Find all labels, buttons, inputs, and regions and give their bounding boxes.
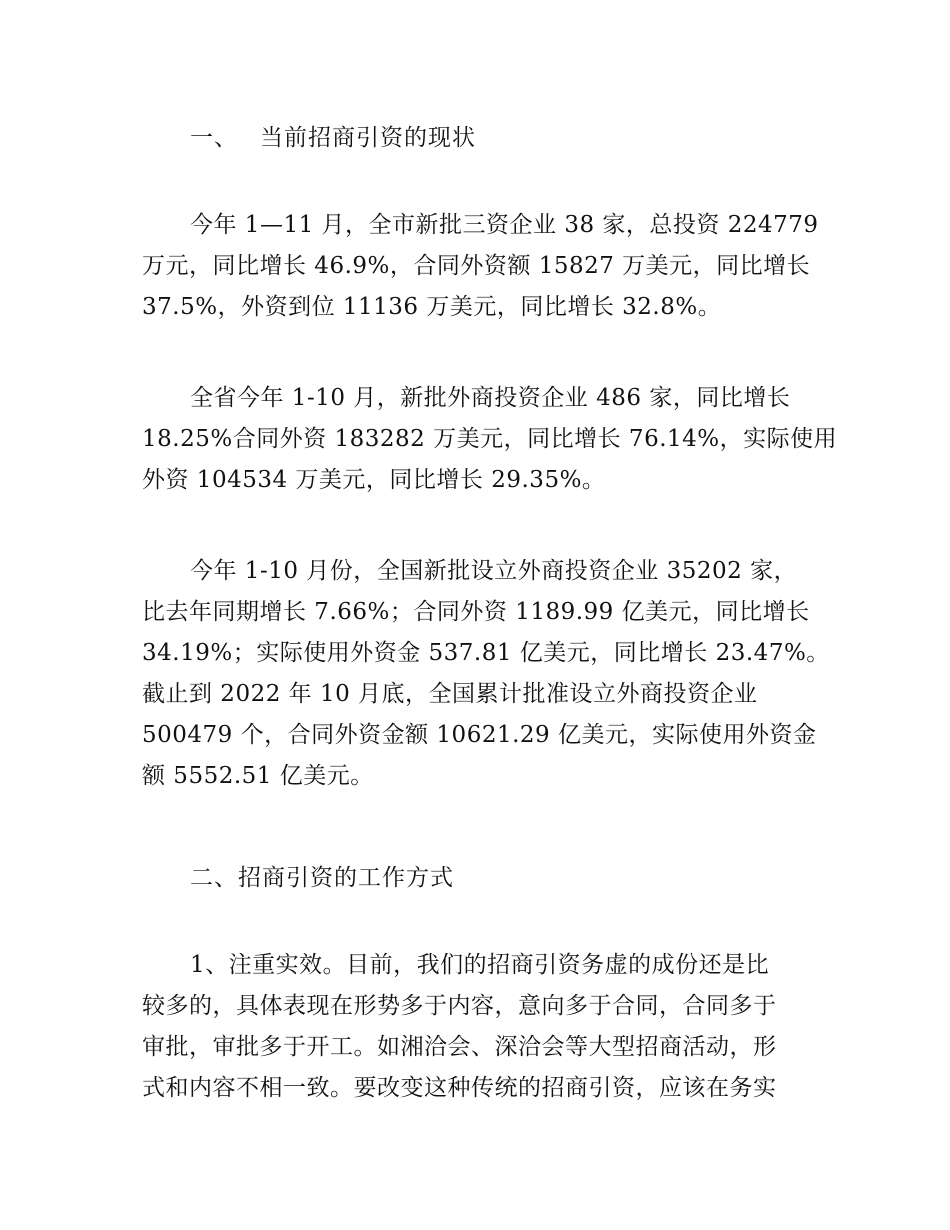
text-line: 500479 个，合同外资金额 10621.29 亿美元，实际使用外资金	[142, 722, 817, 748]
text-line: 比去年同期增长 7.66%；合同外资 1189.99 亿美元，同比增长	[142, 599, 810, 625]
text-line: 今年 1—11 月，全市新批三资企业 38 家，总投资 224779	[190, 212, 819, 238]
section-number: 一、	[190, 125, 238, 151]
section-title: 二、招商引资的工作方式	[190, 865, 454, 891]
paragraph-province-stats	[142, 378, 838, 501]
text-line: 今年 1-10 月份，全国新批设立外商投资企业 35202 家，	[190, 558, 798, 584]
text-line: 万元，同比增长 46.9%，合同外资额 15827 万美元，同比增长	[142, 253, 811, 279]
paragraph-national-stats	[142, 551, 830, 797]
text-line: 1、注重实效。目前，我们的招商引资务虚的成份还是比	[190, 952, 770, 978]
text-line: 式和内容不相一致。要改变这种传统的招商引资，应该在务实	[142, 1075, 777, 1101]
text-line: 审批，审批多于开工。如湘洽会、深洽会等大型招商活动，形	[142, 1034, 777, 1060]
text-line: 截止到 2022 年 10 月底，全国累计批准设立外商投资企业	[142, 681, 758, 707]
section-title: 当前招商引资的现状	[260, 125, 476, 151]
text-line: 较多的，具体表现在形势多于内容，意向多于合同，合同多于	[142, 993, 777, 1019]
section-heading-1	[190, 123, 476, 153]
text-line: 全省今年 1-10 月，新批外商投资企业 486 家，同比增长	[190, 385, 791, 411]
paragraph-city-stats	[142, 205, 819, 328]
text-line: 37.5%，外资到位 11136 万美元，同比增长 32.8%。	[142, 294, 722, 320]
text-line: 18.25%合同外资 183282 万美元，同比增长 76.14%，实际使用	[142, 426, 838, 452]
text-line: 外资 104534 万美元，同比增长 29.35%。	[142, 467, 606, 493]
section-heading-2	[190, 863, 454, 893]
paragraph-work-methods	[142, 945, 802, 1109]
text-line: 额 5552.51 亿美元。	[142, 763, 374, 789]
text-line: 34.19%；实际使用外资金 537.81 亿美元，同比增长 23.47%。	[142, 640, 830, 666]
